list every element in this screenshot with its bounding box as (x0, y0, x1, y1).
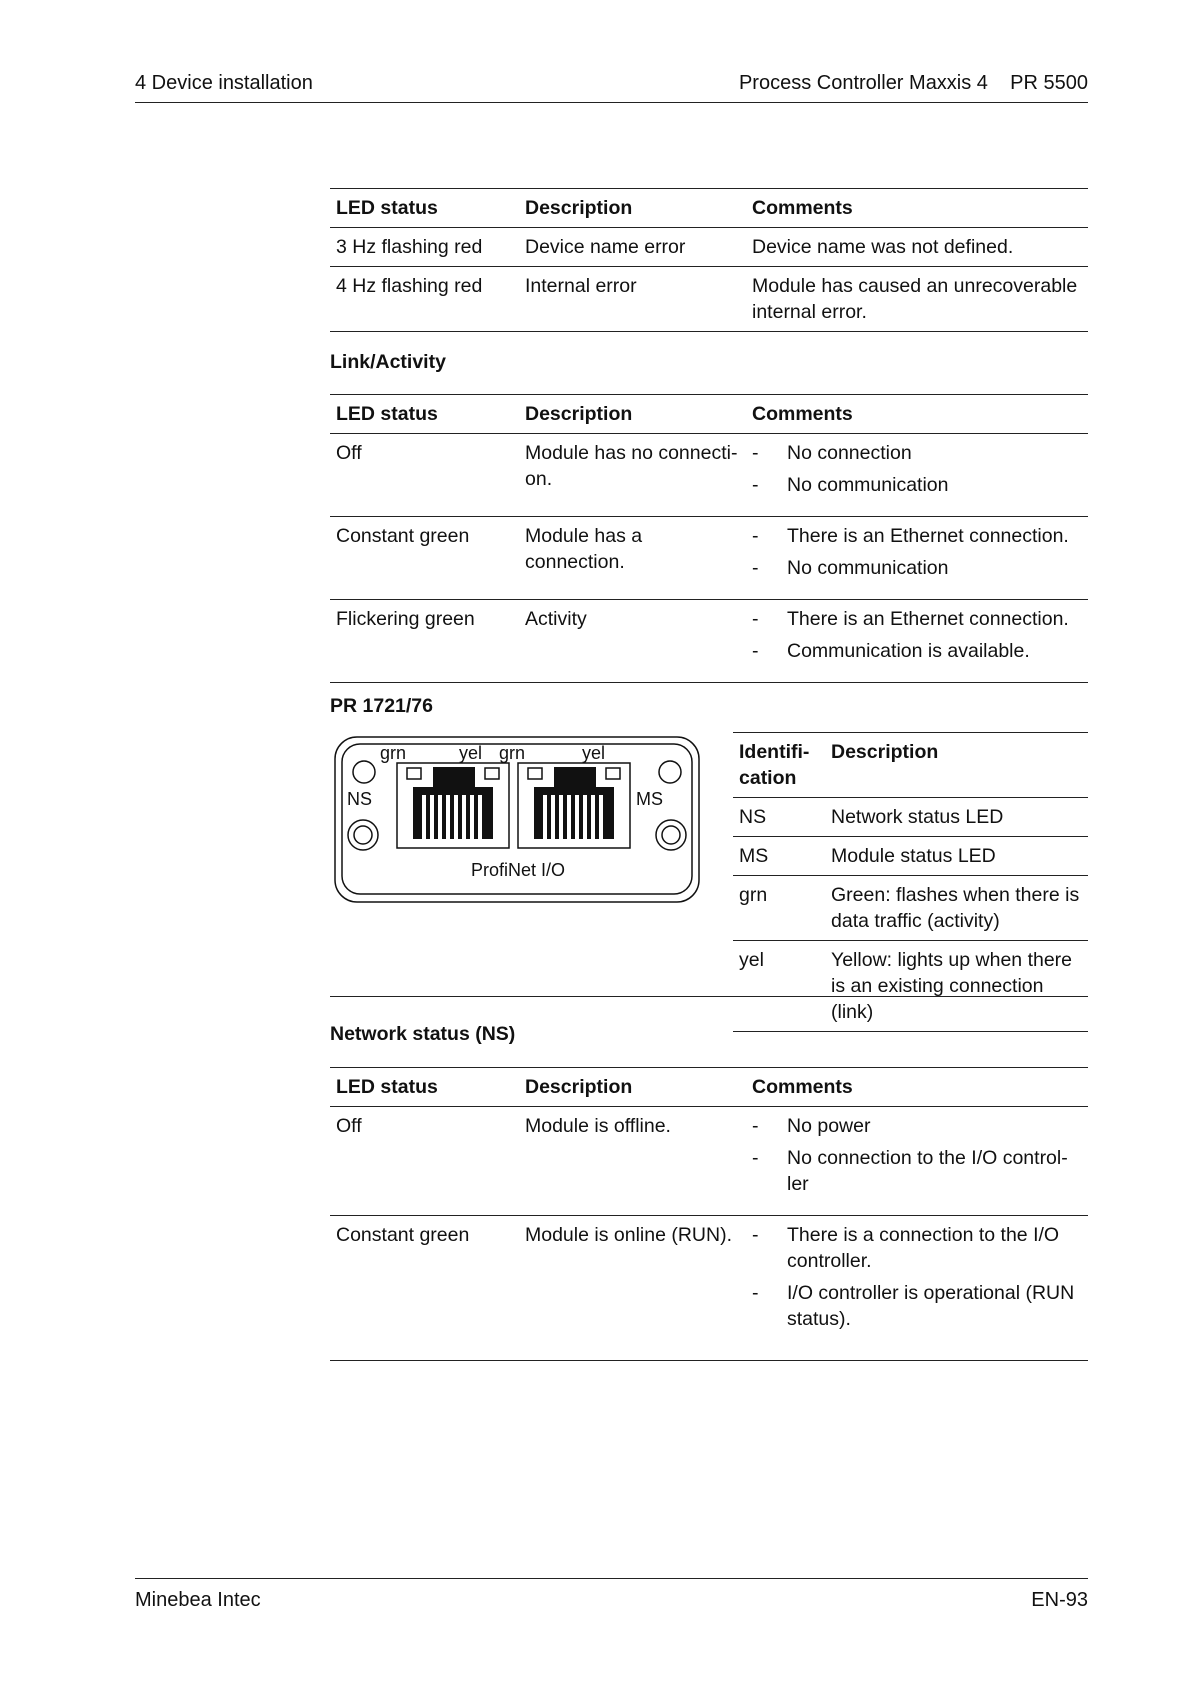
cell-comments (746, 1107, 1088, 1216)
cell-comments (746, 517, 1088, 600)
comment-item: Communication is available. (787, 640, 1030, 662)
ms-led (659, 761, 681, 783)
comment-item: There is an Ethernet connection. (787, 608, 1069, 630)
comment-item: There is an Ethernet connection. (787, 525, 1069, 547)
led-yel-left (485, 768, 499, 779)
cell-status: Off (330, 434, 519, 517)
ns-led (353, 761, 375, 783)
comment-item: No connection (787, 442, 912, 464)
cell-description: Activity (519, 600, 746, 683)
col-description: Description (825, 733, 1088, 798)
cell-desc: Yellow: lights up when there is an existing connection (link) (825, 941, 1088, 1032)
table-row (733, 876, 1088, 941)
label-yel-right: yel (582, 743, 606, 763)
cell-status: Constant green (330, 1216, 519, 1361)
col-led-status: LED status (330, 395, 519, 434)
col-led-status: LED status (330, 1068, 519, 1107)
table-row (330, 228, 1088, 267)
comment-item: No power (787, 1115, 871, 1137)
label-ns: NS (347, 789, 373, 809)
table-row (733, 798, 1088, 837)
cell-description: Internal error (519, 267, 746, 332)
cell-status: Off (330, 1107, 519, 1216)
col-description: Description (519, 1068, 746, 1107)
profinet-module-diagram (333, 735, 703, 905)
table-row (733, 837, 1088, 876)
cell-comments (746, 600, 1088, 683)
footer-company: Minebea Intec (135, 1589, 261, 1611)
cell-desc: Green: flashes when there is data traffic (activity) (825, 876, 1088, 941)
page-header (135, 70, 1088, 103)
section-divider (330, 996, 1088, 997)
bullet-dash: - (752, 640, 759, 662)
bullet-dash: - (752, 474, 759, 496)
bullet-dash: - (752, 557, 759, 579)
label-grn-left: grn (380, 743, 407, 763)
bullet-dash: - (752, 442, 759, 464)
cell-id: MS (733, 837, 825, 876)
cell-comments (746, 434, 1088, 517)
bullet-dash: - (752, 1282, 759, 1304)
table-row (330, 1107, 1088, 1216)
bullet-dash: - (752, 608, 759, 630)
comment-item: No connection to the I/O control-ler (787, 1147, 1068, 1195)
led-yel-right (606, 768, 620, 779)
comment-item: I/O controller is operational (RUN status). (787, 1282, 1075, 1330)
cell-id: yel (733, 941, 825, 1032)
cell-status: Constant green (330, 517, 519, 600)
led-grn-right (528, 768, 542, 779)
heading-network-status: Network status (NS) (330, 1023, 516, 1045)
led-grn-left (407, 768, 421, 779)
comment-item: There is a connection to the I/O controller. (787, 1224, 1060, 1272)
cell-status: 4 Hz flashing red (330, 267, 519, 332)
label-grn-right: grn (499, 743, 526, 763)
bullet-dash: - (752, 525, 759, 547)
led-status-table-top (330, 188, 1088, 332)
cell-comment: Module has caused an unrecoverable internal error. (746, 267, 1088, 332)
link-activity-table (330, 394, 1088, 683)
col-comments: Comments (746, 1068, 1088, 1107)
table-row (330, 600, 1088, 683)
table-row (733, 941, 1088, 1032)
cell-id: grn (733, 876, 825, 941)
cell-status: 3 Hz flashing red (330, 228, 519, 267)
col-description: Description (519, 395, 746, 434)
bullet-dash: - (752, 1224, 759, 1246)
cell-description: Module has no connecti-on. (519, 434, 746, 517)
bullet-dash: - (752, 1147, 759, 1169)
label-yel-left: yel (459, 743, 483, 763)
col-description: Description (519, 189, 746, 228)
cell-description: Module is online (RUN). (519, 1216, 746, 1361)
table-row (330, 434, 1088, 517)
col-comments: Comments (746, 189, 1088, 228)
heading-pr1721: PR 1721/76 (330, 695, 433, 717)
footer-page-number: EN-93 (1031, 1589, 1088, 1611)
screw-right-icon (656, 820, 686, 850)
label-profinet: ProfiNet I/O (470, 860, 566, 880)
comment-item: No communication (787, 474, 949, 496)
table-row (330, 517, 1088, 600)
network-status-table (330, 1067, 1088, 1361)
header-chapter: 4 Device installation (135, 72, 313, 94)
cell-description: Module has a connection. (519, 517, 746, 600)
table-row (330, 267, 1088, 332)
cell-status: Flickering green (330, 600, 519, 683)
col-comments: Comments (746, 395, 1088, 434)
col-led-status: LED status (330, 189, 519, 228)
identification-table (733, 732, 1088, 1032)
table-row (330, 1216, 1088, 1361)
screw-left-icon (348, 820, 378, 850)
cell-id: NS (733, 798, 825, 837)
cell-desc: Network status LED (825, 798, 1088, 837)
label-ms: MS (636, 789, 663, 809)
heading-link-activity: Link/Activity (330, 351, 446, 373)
cell-desc: Module status LED (825, 837, 1088, 876)
page-footer (135, 1578, 1088, 1611)
cell-description: Module is offline. (519, 1107, 746, 1216)
col-identification: Identifi-cation (733, 733, 825, 798)
comment-item: No communication (787, 557, 949, 579)
cell-comment: Device name was not defined. (746, 228, 1088, 267)
cell-description: Device name error (519, 228, 746, 267)
cell-comments (746, 1216, 1088, 1361)
bullet-dash: - (752, 1115, 759, 1137)
header-product: Process Controller Maxxis 4 PR 5500 (738, 72, 1088, 94)
